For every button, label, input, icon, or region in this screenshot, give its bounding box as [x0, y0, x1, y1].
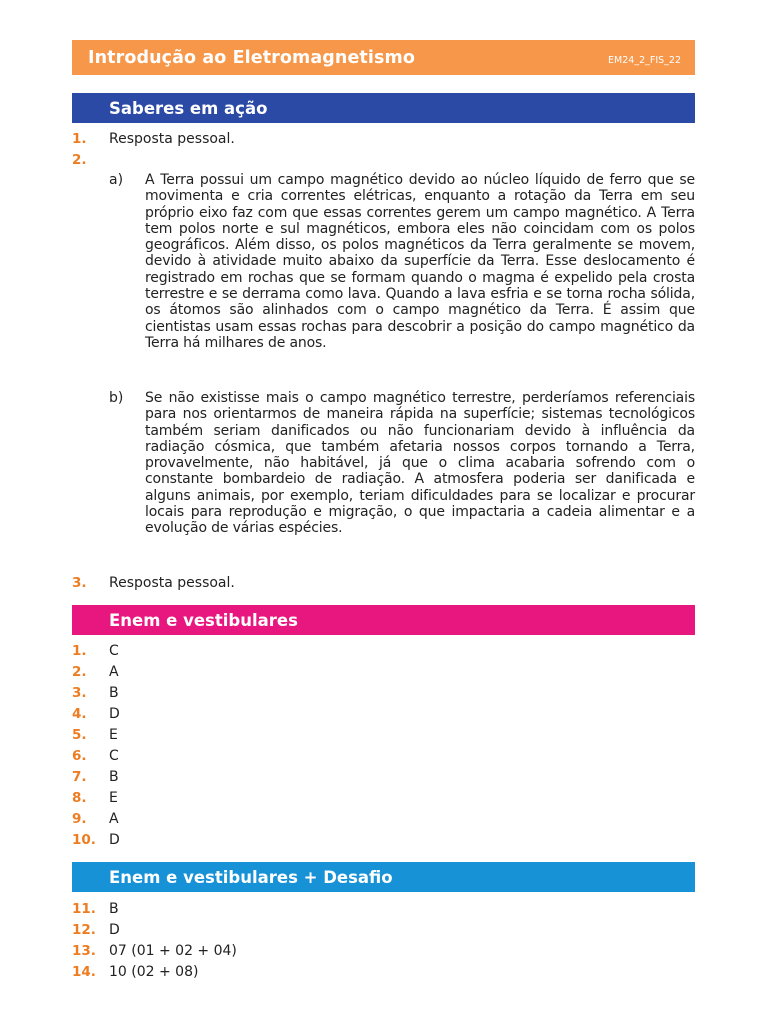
paragraph-label: b) — [109, 390, 124, 406]
item-answer: D — [109, 832, 120, 848]
item-number: 10. — [72, 832, 96, 848]
item-number: 2. — [72, 664, 87, 680]
item-answer: E — [109, 790, 118, 806]
item-number: 3. — [72, 685, 87, 701]
section-title-desafio: Enem e vestibulares + Desafio — [72, 862, 695, 892]
paragraph-text: Se não existisse mais o campo magnético terrestre, perderíamos referenciais para nos orientarmos de maneira rápida na superfície; sistemas tecnológicos também seriam danificados ou não funcionariam devido à influência da radiação cósmica, que também afetaria nossos corpos tornando a Terra, provavelmente, não habitável, já que o clima acabaria sofrendo com o constante bombardeio de radiação. A atmosfera poderia ser danificada e alguns animais, por exemplo, teriam dificuldades para se localizar e procurar locais para reprodução e migração, o que impactaria a cadeia alimentar e a evolução de várias espécies. — [145, 390, 695, 537]
item-number: 3. — [72, 575, 87, 591]
item-answer: A — [109, 664, 119, 680]
item-answer: Resposta pessoal. — [109, 131, 235, 147]
item-number: 8. — [72, 790, 87, 806]
item-answer: C — [109, 748, 119, 764]
item-answer: D — [109, 706, 120, 722]
item-number: 5. — [72, 727, 87, 743]
item-number: 9. — [72, 811, 87, 827]
item-number: 12. — [72, 922, 96, 938]
section-title-saberes: Saberes em ação — [72, 93, 695, 123]
item-number: 7. — [72, 769, 87, 785]
paragraph-text: A Terra possui um campo magnético devido ao núcleo líquido de ferro que se movimenta e cria correntes elétricas, enquanto a rotação da Terra em seu próprio eixo faz com que essas correntes gerem um campo magnético. A Terra tem polos norte e sul magnéticos, embora eles não coincidam com os polos geográficos. Além disso, os polos magnéticos da Terra geralmente se movem, devido à atividade muito abaixo da superfície da Terra. Esse deslocamento é registrado em rochas que se formam quando o magma é expelido pela crosta terrestre e se derrama como lava. Quando a lava esfria e se torna rocha sólida, os átomos são alinhados com o campo magnético da Terra. É assim que cientistas usam essas rochas para descobrir a posição do campo magnético da Terra há milhares de anos. — [145, 172, 695, 351]
section-title-enem: Enem e vestibulares — [72, 605, 695, 635]
document-code: EM24_2_FIS_22 — [608, 55, 681, 66]
item-number: 11. — [72, 901, 96, 917]
item-answer: Resposta pessoal. — [109, 575, 235, 591]
page-header — [72, 40, 695, 75]
item-number: 2. — [72, 152, 87, 168]
item-number: 1. — [72, 643, 87, 659]
item-answer: A — [109, 811, 119, 827]
item-number: 4. — [72, 706, 87, 722]
item-answer: B — [109, 769, 119, 785]
item-answer: B — [109, 901, 119, 917]
item-number: 14. — [72, 964, 96, 980]
item-answer: E — [109, 727, 118, 743]
page-title: Introdução ao Eletromagnetismo — [88, 47, 415, 68]
item-answer: C — [109, 643, 119, 659]
item-answer: 10 (02 + 08) — [109, 964, 199, 980]
item-number: 6. — [72, 748, 87, 764]
paragraph-label: a) — [109, 172, 124, 188]
item-answer: 07 (01 + 02 + 04) — [109, 943, 237, 959]
item-number: 13. — [72, 943, 96, 959]
item-answer: D — [109, 922, 120, 938]
item-answer: B — [109, 685, 119, 701]
item-number: 1. — [72, 131, 87, 147]
